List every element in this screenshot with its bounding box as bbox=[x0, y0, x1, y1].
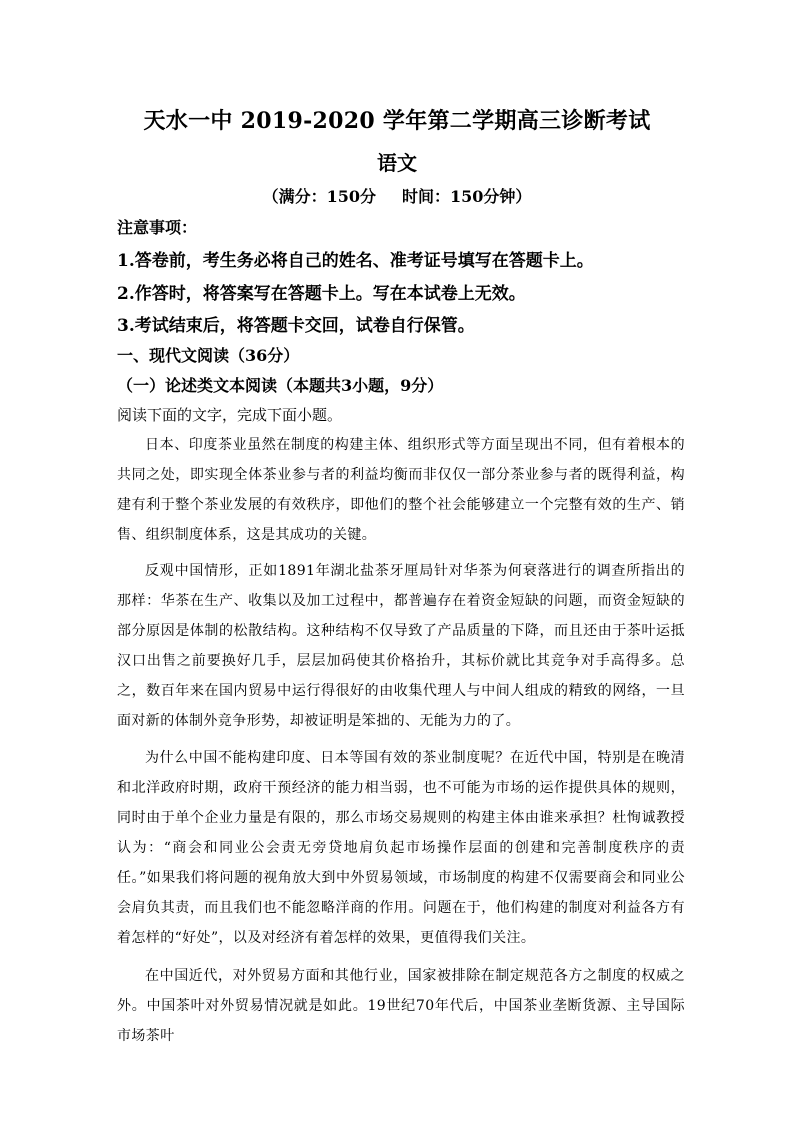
passage-paragraph-3 bbox=[117, 743, 685, 953]
full-marks: （满分：150分 bbox=[262, 187, 376, 206]
paragraph-text: 在中国近代，对外贸易方面和其他行业，国家被排除在制定规范各方之制度的权威之外。中国茶叶对外贸易情况就是如此。19世纪70年代后，中国茶业垄断货源、主导国际市场茶叶 bbox=[117, 968, 685, 1044]
paragraph-text: 日本、印度茶业虽然在制度的构建主体、组织形式等方面呈现出不同，但有着根本的共同之处，即实现全体茶业参与者的利益均衡而非仅仅一部分茶业参与者的既得利益，构建有利于整个茶业发展的有效秩序，即他们的整个社会能够建立一个完整有效的生产、销售、组织制度体系，这是其成功的关键。 bbox=[117, 437, 685, 543]
passage-paragraph-1 bbox=[117, 430, 685, 550]
note-item: 2.作答时，将答案写在答题卡上。写在本试卷上无效。 bbox=[117, 284, 526, 304]
reading-instruction: 阅读下面的文字，完成下面小题。 bbox=[117, 406, 343, 424]
section-heading: 一、现代文阅读（36分） bbox=[117, 346, 300, 365]
paragraph-text: 反观中国情形，正如1891年湖北盐茶牙厘局针对华茶为何衰落进行的调查所指出的那样：华茶在生产、收集以及加工过程中，都普遍存在着资金短缺的问题，而资金短缺的部分原因是体制的松散结构。这种结构不仅导致了产品质量的下降，而且还由于茶叶运抵汉口出售之前要换好几手，层层加码使其价格抬升，其标价就比其竞争对手高得多。总之，数百年来在国内贸易中运行得很好的由收集代理人与中间人组成的精致的网络，一旦面对新的体制外竞争形势，却被证明是笨拙的、无能为力的了。 bbox=[117, 563, 685, 729]
note-item: 3.考试结束后，将答题卡交回，试卷自行保管。 bbox=[117, 316, 475, 336]
passage-paragraph-4 bbox=[117, 961, 685, 1051]
note-item: 1.答卷前，考生务必将自己的姓名、准考证号填写在答题卡上。 bbox=[117, 251, 594, 271]
exam-time: 时间：150分钟） bbox=[402, 187, 532, 206]
exam-title: 天水一中 2019-2020 学年第二学期高三诊断考试 bbox=[143, 108, 651, 134]
subsection-heading: （一）论述类文本阅读（本题共3小题，9分） bbox=[117, 376, 444, 395]
paragraph-text: 为什么中国不能构建印度、日本等国有效的茶业制度呢？在近代中国，特别是在晚清和北洋政府时期，政府干预经济的能力相当弱，也不可能为市场的运作提供具体的规则，同时由于单个企业力量是有限的，那么市场交易规则的构建主体由谁来承担？杜恂诚教授认为：“商会和同业公会责无旁贷地肩负起市场操作层面的创建和完善制度秩序的责任。”如果我们将问题的视角放大到中外贸易领域，市场制度的构建不仅需要商会和同业公会肩负其责，而且我们也不能忽略洋商的作用。问题在于，他们构建的制度对利益各方有着怎样的“好处”，以及对经济有着怎样的效果，更值得我们关注。 bbox=[117, 750, 685, 946]
notes-heading: 注意事项： bbox=[117, 218, 198, 237]
passage-paragraph-2 bbox=[117, 556, 685, 736]
exam-meta bbox=[0, 184, 794, 207]
subject-title: 语文 bbox=[377, 151, 417, 175]
